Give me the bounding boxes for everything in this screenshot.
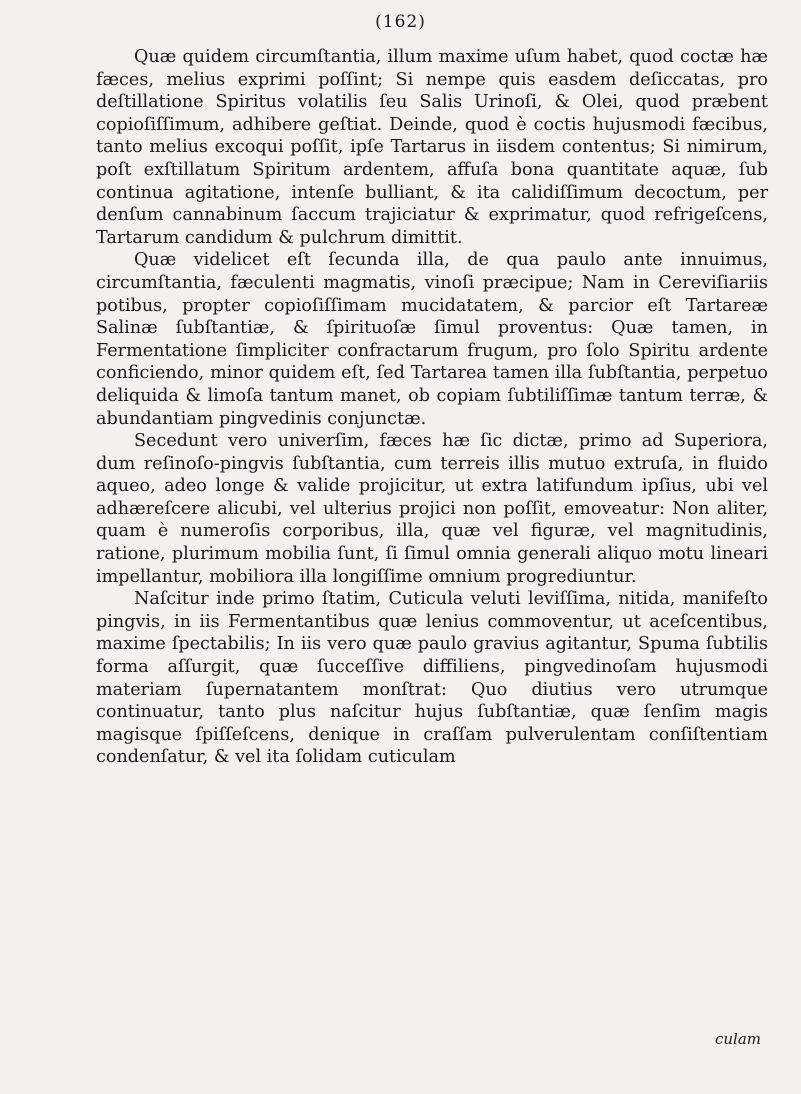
paragraph-2: Quæ videlicet eſt ſecunda illa, de qua paulo ante innuimus, circumſtantia, fæculenti magmatis, vinoſi præcipue; Nam in Cereviſiariis potibus, propter copioſiſſimam mucidatatem, & parcior eſt Tartareæ Salinæ ſubſtantiæ, & ſpirituoſæ ſimul proventus: Quæ tamen, in Fermentatione ſimpliciter confractarum frugum, pro ſolo Spiritu ardente conficiendo, minor quidem eſt, ſed Tartarea tamen illa ſubſtantia, perpetuo deliquida & limoſa tantum manet, ob copiam ſubtiliſſimæ tantum terræ, & abundantiam pingvedinis conjunctæ. [96, 250, 768, 429]
paragraph-4: Naſcitur inde primo ſtatim, Cuticula veluti leviſſima, nitida, manifeſto pingvis, in iis Fermentantibus quæ lenius commoventur, ut aceſcentibus, maxime ſpectabilis; In iis vero quæ paulo gravius agitantur, Spuma ſubtilis forma aſſurgit, quæ ſucceſſive diffiliens, pingvedinoſam hujusmodi materiam ſupernatantem monſtrat: Quo diutius vero utrumque continuatur, tanto plus naſcitur hujus ſubſtantiæ, quæ ſenſim magis magisque ſpiſſeſcens, denique in craſſam pulverulentam conſiſtentiam condenſatur, & vel ita ſolidam cuticulam [96, 589, 768, 768]
catchword: culam [714, 1030, 761, 1048]
paragraph-1: Quæ quidem circumſtantia, illum maxime uſum habet, quod coctæ hæ fæces, melius exprimi poſſint; Si nempe quis easdem deſiccatas, pro deſtillatione Spiritus volatilis ſeu Salis Urinoſi, & Olei, quod præbent copioſiſſimum, adhibere geſtiat. Deinde, quod è coctis hujusmodi fæcibus, tanto melius excoqui poſſit, ipſe Tartarus in iisdem contentus; Si nimirum, poſt exſtillatum Spiritum ardentem, affuſa bona quantitate aquæ, ſub continua agitatione, intenſe bulliant, & ita calidiſſimum decoctum, per denſum cannabinum ſaccum trajiciatur & exprimatur, quod refrigeſcens, Tartarum candidum & pulchrum dimittit. [96, 47, 768, 248]
body-text [96, 46, 768, 769]
page-number-header: (162) [375, 12, 426, 32]
paragraph-3: Secedunt vero univerſim, fæces hæ ſic dictæ, primo ad Superiora, dum reſinoſo-pingvis ſubſtantia, cum terreis illis mutuo extruſa, in fluido aqueo, adeo longe & valide projicitur, ut extra latifundum ipſius, ubi vel adhæreſcere alicubi, vel ulterius projici non poſſit, emoveatur: Non aliter, quam è numeroſis corporibus, illa, quæ vel figuræ, vel magnitudinis, ratione, plurimum mobilia ſunt, ſi ſimul omnia generali aliquo motu lineari impellantur, mobiliora illa longiſſime omnium progrediuntur. [96, 431, 768, 587]
